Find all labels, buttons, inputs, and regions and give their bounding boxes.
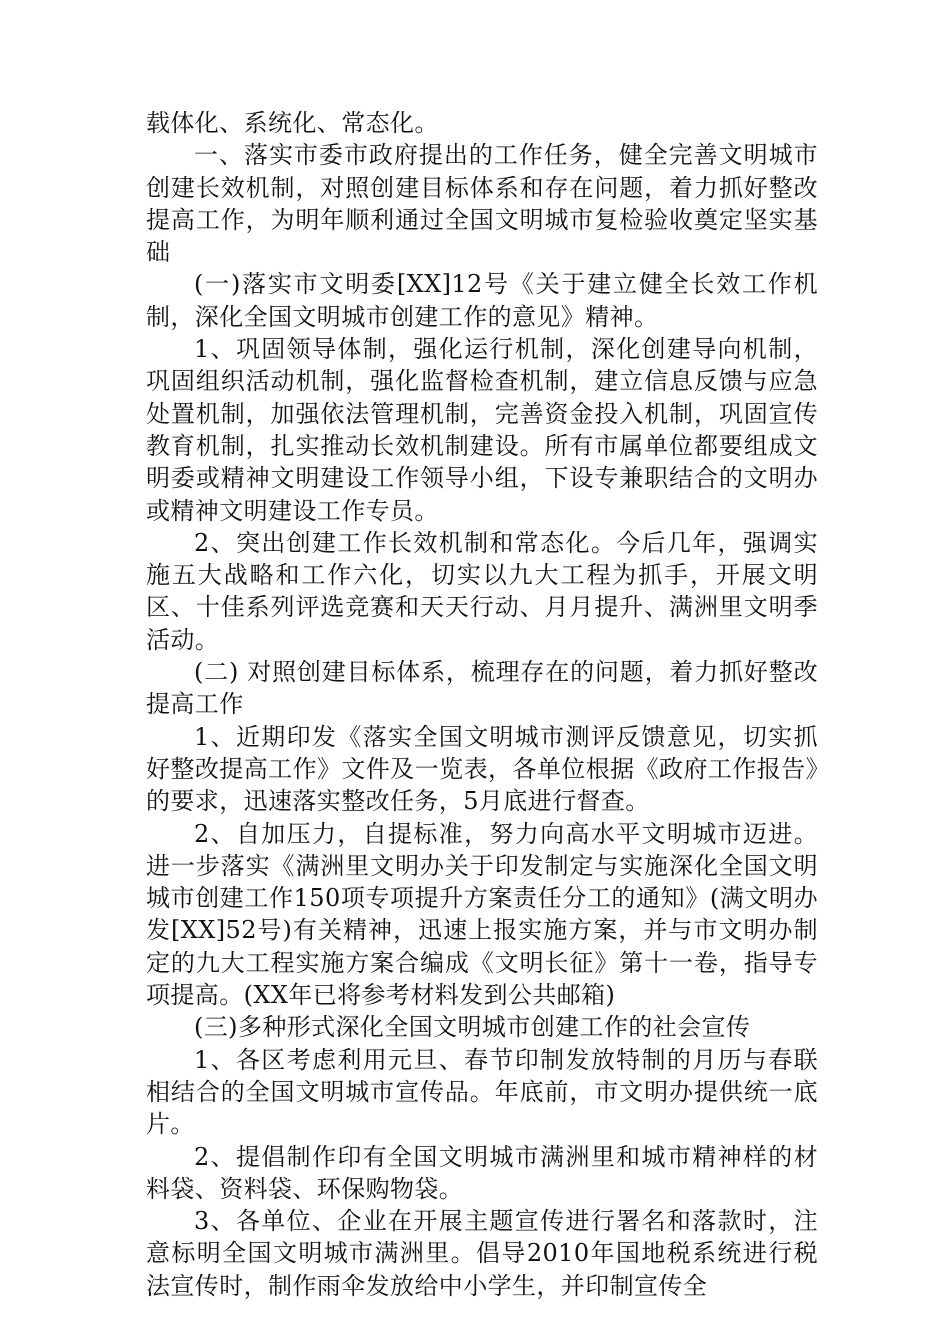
- document-body: [146, 107, 818, 1302]
- paragraph: 1、各区考虑利用元旦、春节印制发放特制的月历与春联相结合的全国文明城市宣传品。年底前，市文明办提供统一底片。: [146, 1045, 818, 1139]
- paragraph: 1、近期印发《落实全国文明城市测评反馈意见，切实抓好整改提高工作》文件及一览表，各单位根据《政府工作报告》的要求，迅速落实整改任务，5月底进行督查。: [146, 722, 818, 816]
- subsection-heading-3: (三)多种形式深化全国文明城市创建工作的社会宣传: [194, 1013, 751, 1042]
- paragraph: 2、突出创建工作长效机制和常态化。今后几年，强调实施五大战略和工作六化，切实以九大工程为抓手，开展文明区、十佳系列评选竞赛和天天行动、月月提升、满洲里文明季活动。: [146, 528, 818, 654]
- paragraph: 2、提倡制作印有全国文明城市满洲里和城市精神样的材料袋、资料袋、环保购物袋。: [146, 1142, 818, 1203]
- paragraph: 3、各单位、企业在开展主题宣传进行署名和落款时，注意标明全国文明城市满洲里。倡导2010年国地税系统进行税法宣传时，制作雨伞发放给中小学生，并印制宣传全: [146, 1207, 818, 1300]
- paragraph: 2、自加压力，自提标准，努力向高水平文明城市迈进。进一步落实《满洲里文明办关于印发制定与实施深化全国文明城市创建工作150项专项提升方案责任分工的通知》(满文明办发[XX]52号)有关精神，迅速上报实施方案，并与市文明办制定的九大工程实施方案合编成《文明长征》第十一卷，指导专项提高。(XX年已将参考材料发到公共邮箱): [146, 819, 818, 1010]
- subsection-heading-2: (二) 对照创建目标体系，梳理存在的问题，着力抓好整改提高工作: [146, 658, 818, 719]
- section-heading-1: 一、落实市委市政府提出的工作任务，健全完善文明城市创建长效机制，对照创建目标体系和存在问题，着力抓好整改提高工作，为明年顺利通过全国文明城市复检验收奠定坚实基础: [146, 141, 818, 267]
- paragraph: 载体化、系统化、常态化。: [146, 109, 439, 137]
- subsection-heading-1: (一)落实市文明委[XX]12号《关于建立健全长效工作机制，深化全国文明城市创建工作的意见》精神。: [146, 270, 818, 331]
- paragraph: 1、巩固领导体制，强化运行机制，深化创建导向机制，巩固组织活动机制，强化监督检查机制，建立信息反馈与应急处置机制，加强依法管理机制，完善资金投入机制，巩固宣传教育机制，扎实推动长效机制建设。所有市属单位都要组成文明委或精神文明建设工作领导小组，下设专兼职结合的文明办或精神文明建设工作专员。: [146, 335, 818, 525]
